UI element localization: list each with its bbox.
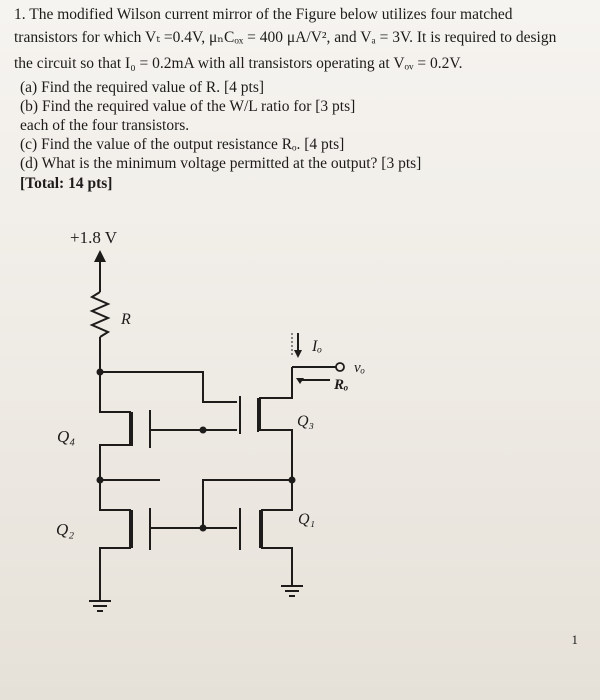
total-points: [Total: 14 pts]	[20, 175, 113, 192]
resistor-label: R	[121, 311, 131, 328]
output-terminal	[336, 363, 344, 371]
q4-label: Q₄	[57, 427, 76, 446]
q1-gate-feedback-wire	[203, 480, 292, 528]
output-resistance-label: Rₒ	[334, 377, 349, 393]
output-current-label: Iₒ	[312, 338, 322, 355]
q2-drain-source	[100, 480, 130, 597]
supply-arrow-icon	[94, 250, 106, 262]
problem-line-1: 1. The modified Wilson current mirror of the Figure below utilizes four matched	[14, 6, 513, 23]
output-node-label: vₒ	[354, 360, 365, 376]
part-d: (d) What is the minimum voltage permitted at the output? [3 pts]	[20, 155, 422, 172]
problem-line-2: transistors for which Vₜ =0.4V, μₙCₒₓ = 400 μA/V², and Vₐ = 3V. It is required to design	[14, 29, 557, 46]
q4-source-wire	[100, 468, 160, 480]
junction-dot	[200, 427, 207, 434]
page-number: 1	[571, 632, 578, 647]
resistor-r	[92, 292, 108, 337]
arrow-down-icon	[294, 350, 302, 358]
q1-drain-source	[262, 480, 292, 585]
part-a: (a) Find the required value of R. [4 pts]	[20, 79, 265, 96]
part-b: (b) Find the required value of the W/L ratio for [3 pts]	[20, 98, 356, 115]
q4-drain-source	[100, 372, 130, 468]
q3-label: Q₃	[297, 413, 315, 430]
q1-label: Q₁	[298, 511, 316, 528]
q3-gate-wire	[100, 372, 237, 402]
part-c: (c) Find the value of the output resistance Rₒ. [4 pts]	[20, 136, 345, 153]
q2-label: Q₂	[56, 520, 75, 539]
q3-drain-source	[260, 367, 292, 480]
supply-label: +1.8 V	[70, 228, 118, 247]
part-b-continued: each of the four transistors.	[20, 117, 190, 134]
problem-line-3: the circuit so that I₀ = 0.2mA with all transistors operating at Vₒᵥ = 0.2V.	[14, 55, 463, 72]
